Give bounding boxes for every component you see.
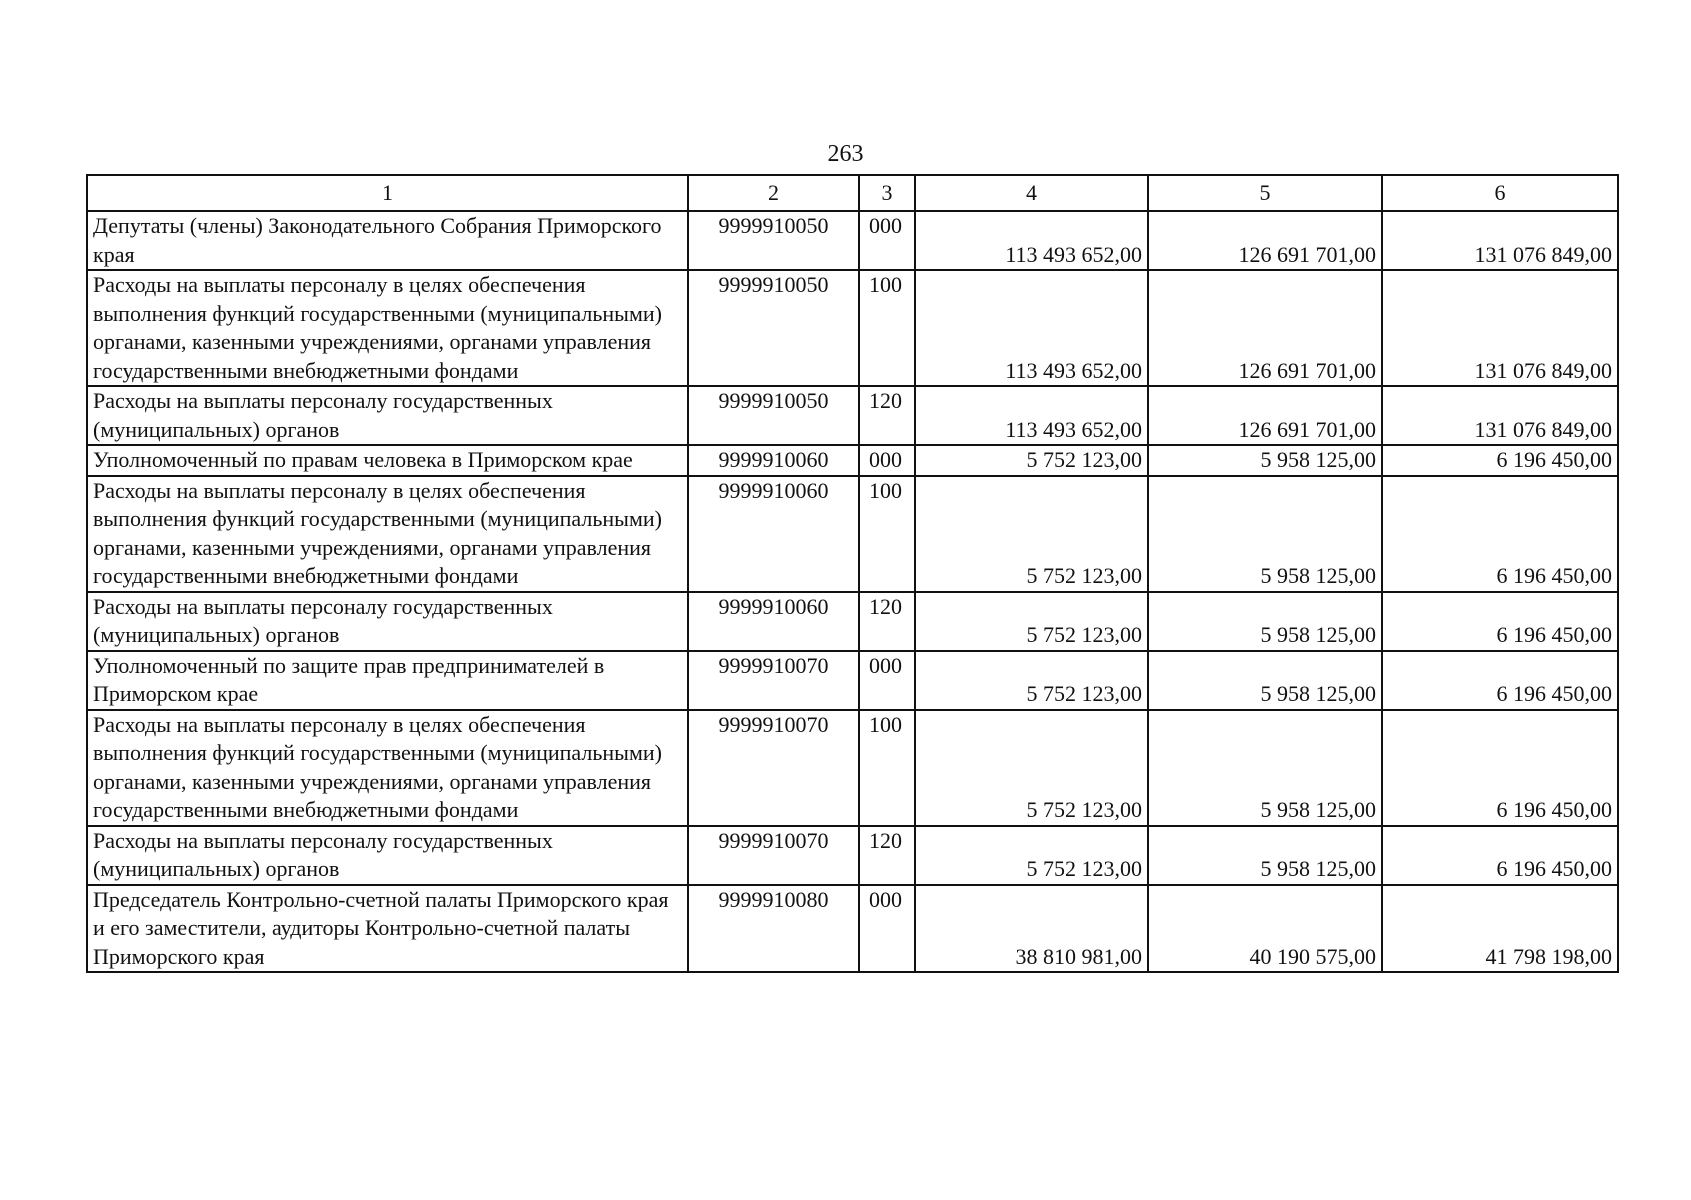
row-amount-col5: 40 190 575,00	[1148, 885, 1382, 973]
budget-table	[86, 174, 1619, 973]
row-amount-col4: 113 493 652,00	[915, 386, 1148, 445]
table-row	[87, 826, 1618, 885]
row-code: 9999910060	[688, 592, 859, 651]
header-row	[87, 175, 1618, 211]
row-type: 120	[859, 386, 915, 445]
row-amount-col4: 5 752 123,00	[915, 710, 1148, 826]
row-type: 000	[859, 445, 915, 476]
row-type: 000	[859, 885, 915, 973]
table-row	[87, 270, 1618, 386]
row-amount-col6: 6 196 450,00	[1382, 651, 1618, 710]
row-amount-col6: 6 196 450,00	[1382, 592, 1618, 651]
row-amount-col6: 6 196 450,00	[1382, 826, 1618, 885]
row-amount-col6: 6 196 450,00	[1382, 476, 1618, 592]
header-col-4: 4	[915, 175, 1148, 211]
row-amount-col6: 131 076 849,00	[1382, 270, 1618, 386]
header-col-5: 5	[1148, 175, 1382, 211]
row-name: Уполномоченный по правам человека в Приморском крае	[87, 445, 688, 476]
table-row	[87, 710, 1618, 826]
row-type: 120	[859, 826, 915, 885]
row-amount-col6: 6 196 450,00	[1382, 445, 1618, 476]
row-type: 100	[859, 270, 915, 386]
header-col-3: 3	[859, 175, 915, 211]
table-row	[87, 476, 1618, 592]
row-amount-col6: 6 196 450,00	[1382, 710, 1618, 826]
row-amount-col4: 5 752 123,00	[915, 826, 1148, 885]
row-amount-col4: 5 752 123,00	[915, 592, 1148, 651]
row-amount-col5: 5 958 125,00	[1148, 592, 1382, 651]
row-name: Расходы на выплаты персоналу в целях обеспечения выполнения функций государственными (муниципальными) органами, казенными учреждениями, органами управления государственными внебюджетными фондами	[87, 270, 688, 386]
row-type: 100	[859, 710, 915, 826]
row-code: 9999910080	[688, 885, 859, 973]
row-name: Депутаты (члены) Законодательного Собрания Приморского края	[87, 211, 688, 270]
row-code: 9999910050	[688, 270, 859, 386]
row-code: 9999910070	[688, 826, 859, 885]
row-amount-col4: 5 752 123,00	[915, 476, 1148, 592]
row-amount-col5: 126 691 701,00	[1148, 270, 1382, 386]
row-code: 9999910050	[688, 211, 859, 270]
row-amount-col4: 113 493 652,00	[915, 211, 1148, 270]
row-type: 120	[859, 592, 915, 651]
row-amount-col4: 5 752 123,00	[915, 445, 1148, 476]
row-type: 000	[859, 211, 915, 270]
row-amount-col5: 5 958 125,00	[1148, 826, 1382, 885]
row-amount-col5: 5 958 125,00	[1148, 445, 1382, 476]
row-amount-col6: 131 076 849,00	[1382, 386, 1618, 445]
header-col-1: 1	[87, 175, 688, 211]
table-row	[87, 445, 1618, 476]
row-type: 000	[859, 651, 915, 710]
page-number: 263	[827, 141, 864, 167]
row-code: 9999910060	[688, 476, 859, 592]
row-amount-col5: 5 958 125,00	[1148, 476, 1382, 592]
row-name: Расходы на выплаты персоналу в целях обеспечения выполнения функций государственными (муниципальными) органами, казенными учреждениями, органами управления государственными внебюджетными фондами	[87, 710, 688, 826]
row-code: 9999910070	[688, 651, 859, 710]
row-name: Председатель Контрольно-счетной палаты Приморского края и его заместители, аудиторы Контрольно-счетной палаты Приморского края	[87, 885, 688, 973]
table-row	[87, 386, 1618, 445]
header-col-6: 6	[1382, 175, 1618, 211]
table-row	[87, 885, 1618, 973]
table-row	[87, 211, 1618, 270]
row-amount-col5: 126 691 701,00	[1148, 386, 1382, 445]
row-name: Расходы на выплаты персоналу государственных (муниципальных) органов	[87, 826, 688, 885]
row-amount-col4: 38 810 981,00	[915, 885, 1148, 973]
row-amount-col5: 5 958 125,00	[1148, 651, 1382, 710]
row-name: Расходы на выплаты персоналу в целях обеспечения выполнения функций государственными (муниципальными) органами, казенными учреждениями, органами управления государственными внебюджетными фондами	[87, 476, 688, 592]
row-name: Расходы на выплаты персоналу государственных (муниципальных) органов	[87, 386, 688, 445]
table-row	[87, 592, 1618, 651]
row-amount-col5: 5 958 125,00	[1148, 710, 1382, 826]
row-name: Расходы на выплаты персоналу государственных (муниципальных) органов	[87, 592, 688, 651]
row-amount-col4: 113 493 652,00	[915, 270, 1148, 386]
table-row	[87, 651, 1618, 710]
row-code: 9999910050	[688, 386, 859, 445]
row-amount-col4: 5 752 123,00	[915, 651, 1148, 710]
row-amount-col6: 131 076 849,00	[1382, 211, 1618, 270]
row-type: 100	[859, 476, 915, 592]
row-code: 9999910070	[688, 710, 859, 826]
header-col-2: 2	[688, 175, 859, 211]
row-amount-col5: 126 691 701,00	[1148, 211, 1382, 270]
row-code: 9999910060	[688, 445, 859, 476]
row-amount-col6: 41 798 198,00	[1382, 885, 1618, 973]
row-name: Уполномоченный по защите прав предпринимателей в Приморском крае	[87, 651, 688, 710]
